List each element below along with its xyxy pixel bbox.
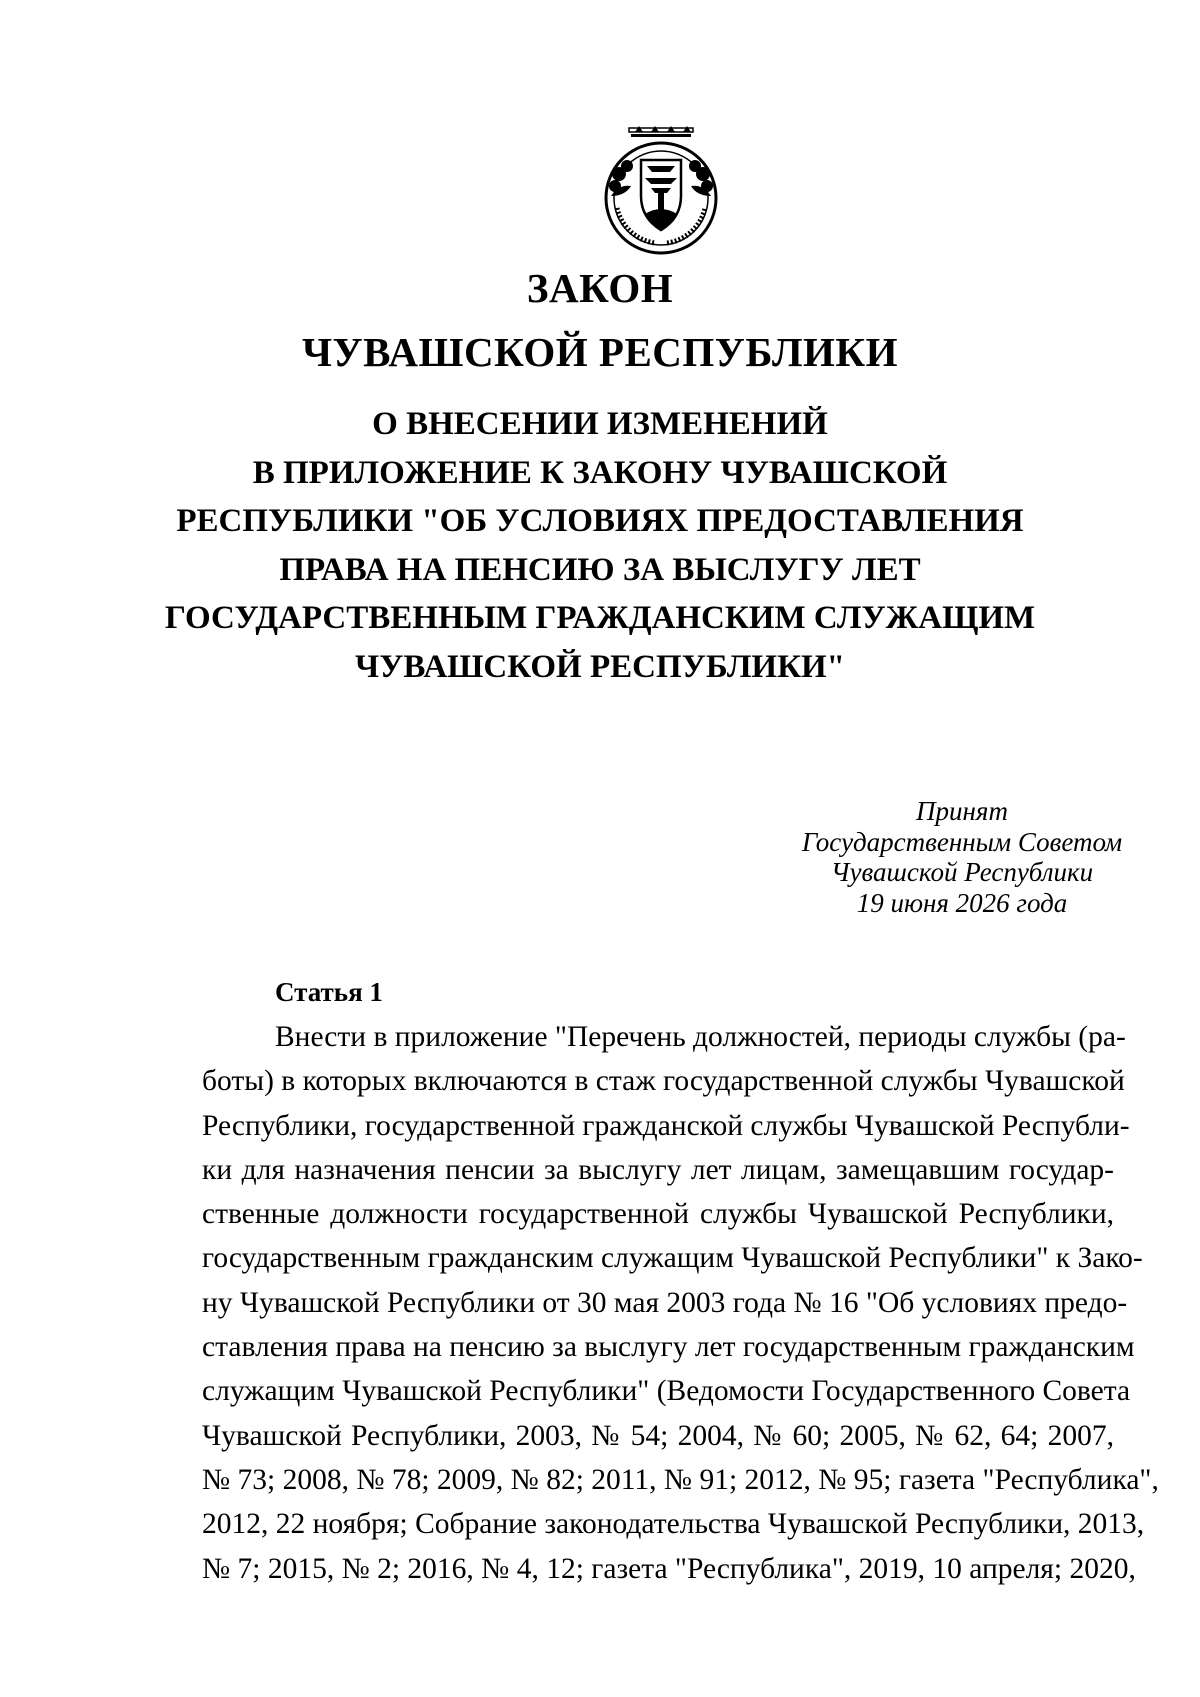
article-line: боты) в которых включаются в стаж государственной службы Чувашской	[202, 1065, 1125, 1098]
coat-of-arms-emblem	[597, 126, 725, 256]
chuvash-coat-of-arms-icon	[597, 126, 725, 256]
subtitle-line: ЧУВАШСКОЙ РЕСПУБЛИКИ"	[354, 648, 846, 685]
adoption-note	[796, 796, 1128, 918]
article-line: ственные должности государственной службы Чувашской Республики,	[202, 1198, 1114, 1231]
article-line: 2012, 22 ноября; Собрание законодательства Чувашской Республики, 2013,	[202, 1508, 1145, 1541]
law-title-line-1: ЗАКОН	[526, 265, 674, 311]
article-line: Внести в приложение "Перечень должностей, периоды службы (ра-	[275, 1021, 1126, 1053]
article-line: служащим Чувашской Республики" (Ведомости Государственного Совета	[202, 1375, 1131, 1408]
article-line: ставления права на пенсию за выслугу лет государственным гражданским	[202, 1331, 1135, 1364]
law-subtitle	[0, 400, 1200, 691]
adoption-date: 19 июня 2026 года	[856, 887, 1068, 918]
article-line: № 7; 2015, № 2; 2016, № 4, 12; газета "Республика", 2019, 10 апреля; 2020,	[202, 1552, 1136, 1585]
article-line: Чувашской Республики, 2003, № 54; 2004, № 60; 2005, № 62, 64; 2007,	[202, 1419, 1114, 1452]
article-line: Республики, государственной гражданской службы Чувашской Республи-	[202, 1109, 1130, 1142]
subtitle-line: В ПРИЛОЖЕНИЕ К ЗАКОНУ ЧУВАШСКОЙ	[252, 454, 948, 491]
subtitle-line: ГОСУДАРСТВЕННЫМ ГРАЖДАНСКИМ СЛУЖАЩИМ	[164, 600, 1036, 636]
subtitle-line: О ВНЕСЕНИИ ИЗМЕНЕНИЙ	[372, 406, 828, 442]
law-title-line-2: ЧУВАШСКОЙ РЕСПУБЛИКИ	[301, 329, 899, 375]
subtitle-line: ПРАВА НА ПЕНСИЮ ЗА ВЫСЛУГУ ЛЕТ	[279, 551, 921, 588]
article-line: ну Чувашской Республики от 30 мая 2003 года № 16 "Об условиях предо-	[202, 1286, 1128, 1319]
adoption-line: Принят	[916, 796, 1008, 826]
subtitle-line: РЕСПУБЛИКИ "ОБ УСЛОВИЯХ ПРЕДОСТАВЛЕНИЯ	[176, 503, 1024, 539]
adoption-line: Государственным Советом	[801, 826, 1123, 857]
article-line: № 73; 2008, № 78; 2009, № 82; 2011, № 91; 2012, № 95; газета "Республика",	[202, 1463, 1159, 1496]
law-title	[0, 256, 1200, 384]
adoption-line: Чувашской Республики	[830, 857, 1094, 887]
article-heading: Статья 1	[275, 977, 383, 1007]
article-line: ки для назначения пенсии за выслугу лет лицам, замещавшим государ-	[202, 1153, 1114, 1186]
article-line: государственным гражданским служащим Чувашской Республики" к Зако-	[202, 1242, 1143, 1275]
article-body	[202, 1015, 1159, 1591]
